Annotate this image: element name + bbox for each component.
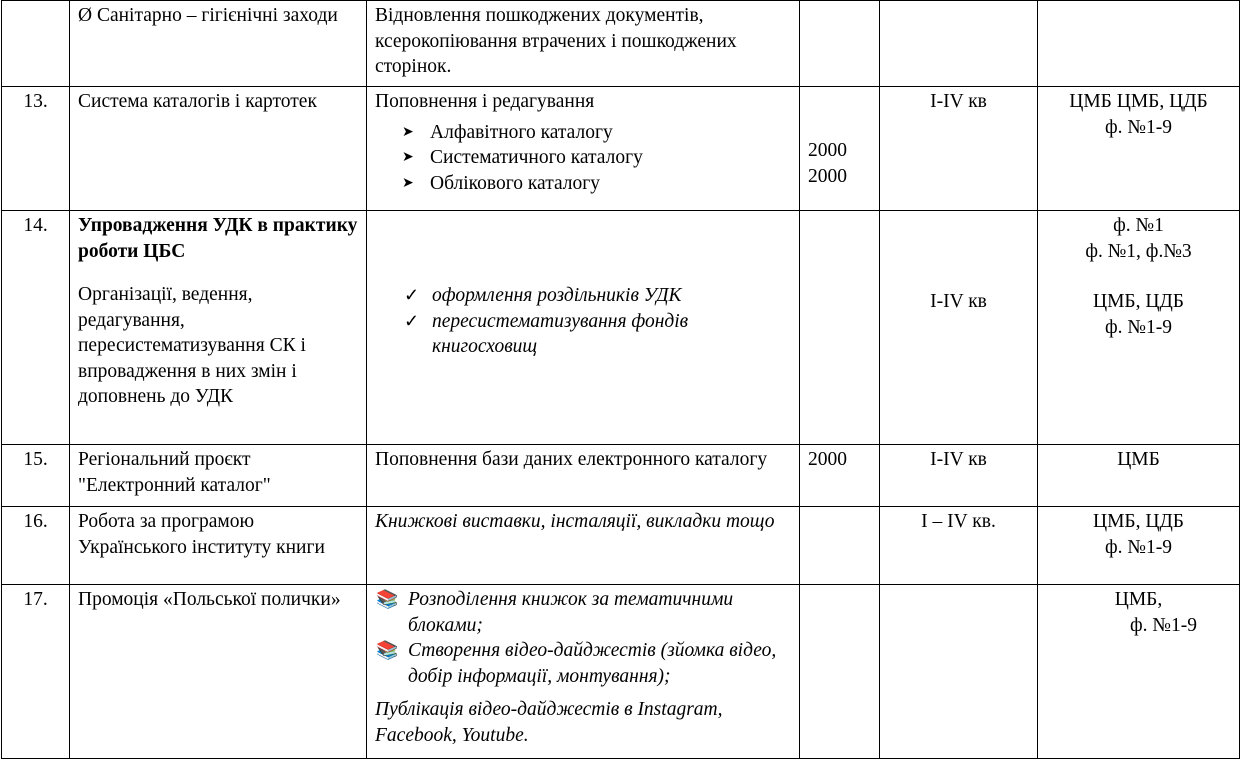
list-item: ➤ Алфавітного каталогу: [430, 120, 791, 146]
amount-cell: [800, 1, 880, 87]
list-item: ✓ оформлення роздільників УДК: [432, 283, 791, 309]
activity-content: Поповнення бази даних електронного каталогу: [367, 445, 800, 507]
responsible-cell: ЦМБ: [1038, 445, 1240, 507]
activity-content: Відновлення пошкоджених документів, ксерокопіювання втрачених і пошкоджених сторінок.: [367, 1, 800, 87]
term-cell: I-IV кв: [880, 211, 1038, 445]
amount-cell: [800, 87, 880, 211]
responsible-cell: ф. №1 ф. №1, ф.№3 ЦМБ, ЦДБ ф. №1-9: [1038, 211, 1240, 445]
activity-content: [367, 211, 800, 445]
catalog-list: [375, 120, 791, 197]
list-item: ➤ Систематичного каталогу: [430, 145, 791, 171]
activity-content: Книжкові виставки, інсталяції, викладки тощо: [367, 507, 800, 585]
udk-task-list: [375, 283, 791, 360]
activity-title: Упровадження УДК в практику роботи ЦБС: [78, 215, 358, 262]
activity-name: Система каталогів і картотек: [70, 87, 367, 211]
list-item: ➤ Облікового каталогу: [430, 171, 791, 197]
table-row: [2, 211, 1240, 445]
list-item: ✓ пересистематизування фондів книгосховищ: [404, 310, 689, 357]
publication-note: Публікація відео-дайджестів в Instagram, Facebook, Youtube.: [375, 699, 723, 746]
responsible-cell: ЦМБ, ф. №1-9: [1038, 585, 1240, 759]
amount-cell: 2000: [800, 445, 880, 507]
table-row: [2, 1, 1240, 87]
activity-content: [367, 87, 800, 211]
responsible-cell: ЦМБ ЦМБ, ЦДБ ф. №1-9: [1038, 87, 1240, 211]
amount-value: 2000: [808, 165, 847, 187]
term-cell: I-IV кв: [880, 87, 1038, 211]
list-item: 📚 Створення відео-дайджестів (зйомка відео, добір інформації, монтування);: [376, 640, 777, 687]
table-row: [2, 445, 1240, 507]
promotion-list: [375, 587, 791, 689]
row-number: 15.: [2, 445, 70, 507]
activity-name: [70, 211, 367, 445]
responsible-cell: [1038, 1, 1240, 87]
arrow-bullet-icon: ➤: [402, 150, 414, 165]
activity-description: Організації, ведення, редагування, пересистематизування СК і впровадження в них змін і доповнень до УДК: [78, 284, 306, 407]
responsible-cell: ЦМБ, ЦДБ ф. №1-9: [1038, 507, 1240, 585]
row-number: [2, 1, 70, 87]
amount-value: 2000: [808, 140, 847, 161]
list-item: 📚 Розподілення книжок за тематичними блоками;: [376, 589, 734, 636]
row-number: 13.: [2, 87, 70, 211]
row-number: 17.: [2, 585, 70, 759]
content-heading: Поповнення і редагування: [375, 91, 595, 112]
work-plan-table: [1, 0, 1240, 759]
term-cell: I – IV кв.: [880, 507, 1038, 585]
term-cell: I-IV кв: [880, 445, 1038, 507]
table-row: [2, 87, 1240, 211]
activity-content: [367, 585, 800, 759]
activity-name: Промоція «Польської полички»: [70, 585, 367, 759]
books-icon: 📚: [376, 640, 399, 660]
activity-name: Робота за програмою Українського інституту книги: [70, 507, 367, 585]
checkmark-icon: ✓: [404, 310, 420, 331]
activity-name: Регіональний проєкт "Електронний каталог": [70, 445, 367, 507]
amount-cell: [800, 507, 880, 585]
term-cell: [880, 1, 1038, 87]
activity-name: Ø Санітарно – гігієнічні заходи: [70, 1, 367, 87]
arrow-bullet-icon: ➤: [402, 124, 414, 140]
books-icon: 📚: [376, 589, 399, 609]
term-cell: [880, 585, 1038, 759]
row-number: 16.: [2, 507, 70, 585]
checkmark-icon: ✓: [404, 285, 420, 305]
arrow-bullet-icon: ➤: [402, 175, 414, 191]
amount-cell: [800, 585, 880, 759]
amount-cell: [800, 211, 880, 445]
row-number: 14.: [2, 211, 70, 445]
table-row: [2, 585, 1240, 759]
table-row: [2, 507, 1240, 585]
